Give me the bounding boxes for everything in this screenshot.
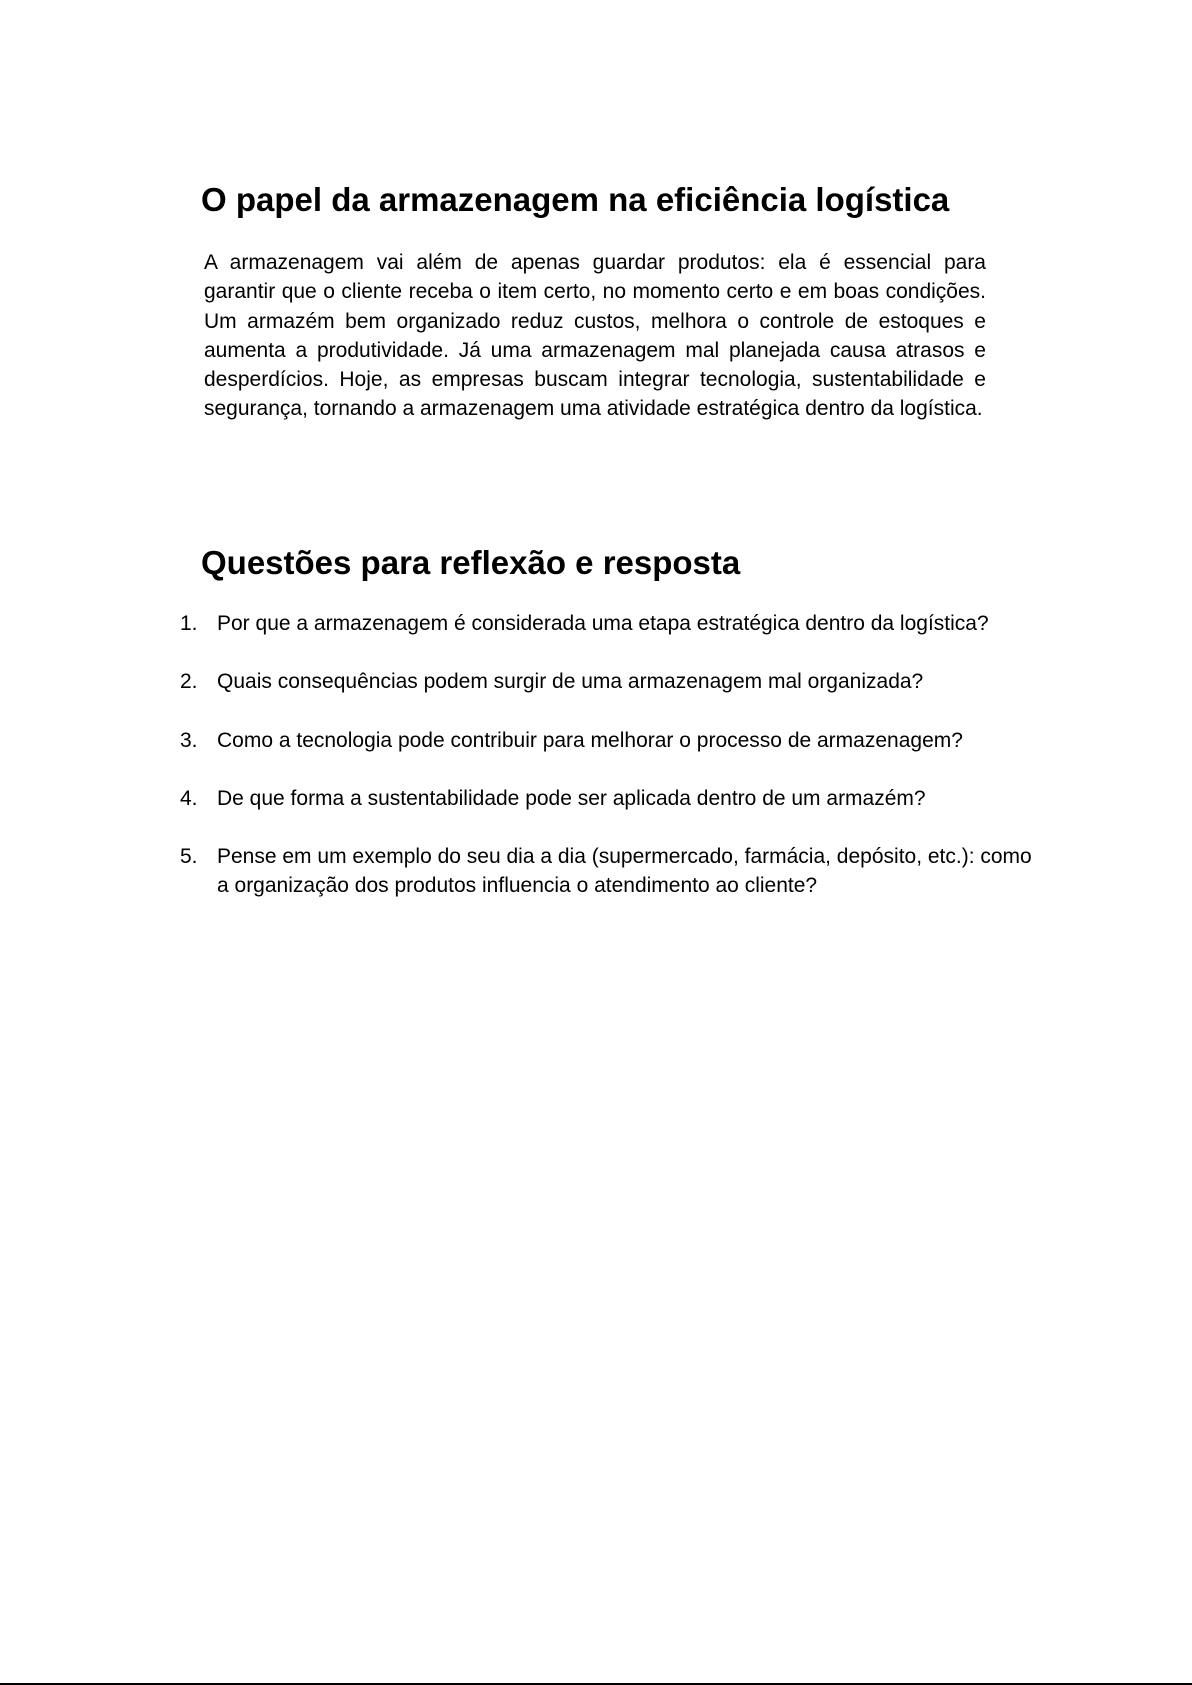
question-item (180, 784, 1040, 813)
question-item (180, 609, 1040, 638)
question-number: 1. (180, 612, 198, 635)
question-number: 3. (180, 728, 198, 752)
question-number: 5. (180, 845, 198, 869)
question-text: Pense em um exemplo do seu dia a dia (supermercado, farmácia, depósito, etc.): como a organização dos produtos influencia o atendimento ao cliente? (217, 845, 1032, 898)
section-title-warehousing: O papel da armazenagem na eficiência logística (201, 181, 950, 218)
section-title-questions: Questões para reflexão e resposta (201, 544, 741, 581)
question-text: De que forma a sustentabilidade pode ser aplicada dentro de um armazém? (217, 786, 926, 810)
question-item (180, 842, 1040, 901)
question-text: Como a tecnologia pode contribuir para melhorar o processo de armazenagem? (217, 728, 963, 752)
question-text: Por que a armazenagem é considerada uma etapa estratégica dentro da logística? (217, 612, 989, 635)
questions-list (180, 609, 1040, 930)
intro-paragraph: A armazenagem vai além de apenas guardar produtos: ela é essencial para garantir que o cliente receba o item certo, no momento certo e em boas condições. Um armazém bem organizado reduz custos, melhora o controle de estoques e aumenta a produtividade. Já uma armazenagem mal planejada causa atrasos e desperdícios. Hoje, as empresas buscam integrar tecnologia, sustentabilidade e segurança, tornando a armazenagem uma atividade estratégica dentro da logística. (204, 251, 986, 421)
question-item (180, 667, 1040, 696)
question-number: 4. (180, 786, 198, 810)
question-number: 2. (180, 670, 198, 694)
question-text: Quais consequências podem surgir de uma armazenagem mal organizada? (217, 670, 924, 694)
question-item (180, 726, 1040, 755)
